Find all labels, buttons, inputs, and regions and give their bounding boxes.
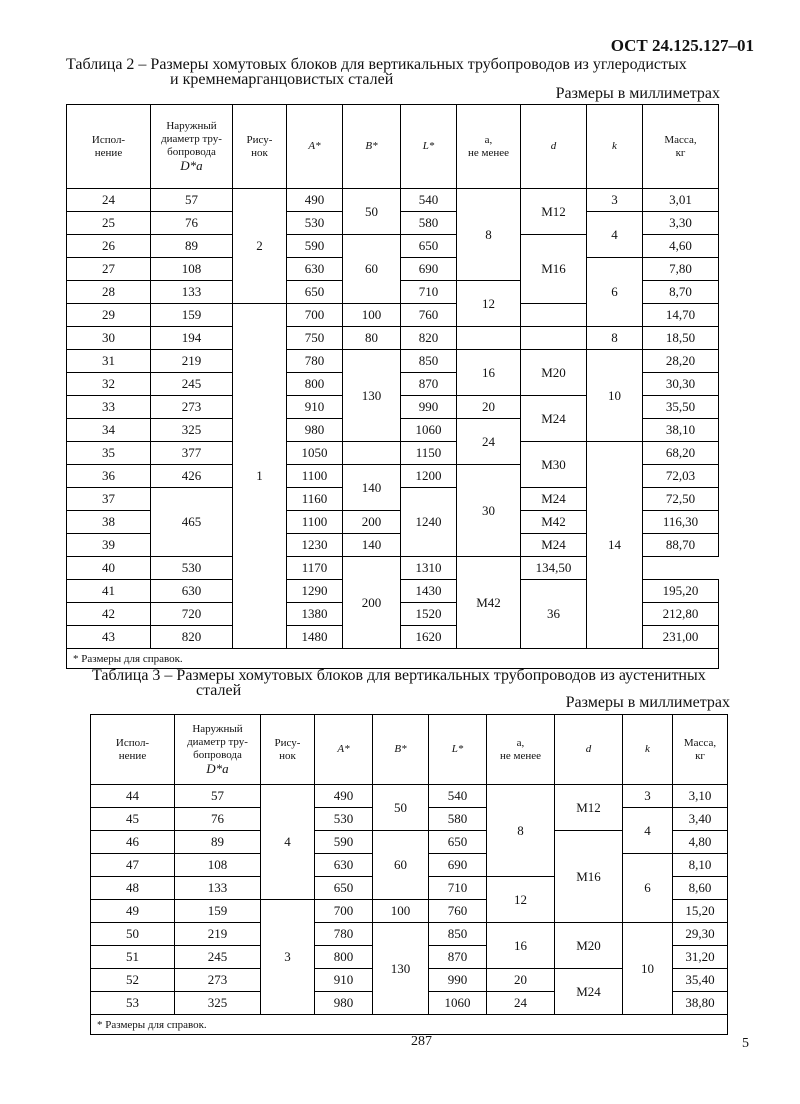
cell: 219 [151, 350, 233, 373]
table3-header-row [91, 715, 728, 785]
table3-units: Размеры в миллиметрах [565, 694, 730, 711]
header-diameter: Наружный диаметр тру- бопровода D*a [151, 105, 233, 189]
cell: 20 [457, 396, 521, 419]
header-k: k [623, 715, 673, 785]
cell: 51 [91, 946, 175, 969]
cell: 195,20 [643, 580, 719, 603]
cell: 133 [175, 877, 261, 900]
cell: 68,20 [643, 442, 719, 465]
cell: 29,30 [673, 923, 728, 946]
cell: 34 [67, 419, 151, 442]
cell: 780 [287, 350, 343, 373]
cell: 108 [175, 854, 261, 877]
cell: 690 [429, 854, 487, 877]
cell: 1 [233, 304, 287, 649]
header-a: a, не менее [487, 715, 555, 785]
cell: 850 [401, 350, 457, 373]
cell: 3 [587, 189, 643, 212]
header-k: k [587, 105, 643, 189]
cell: 245 [175, 946, 261, 969]
cell: 630 [151, 580, 233, 603]
cell: М16 [555, 831, 623, 923]
cell: 245 [151, 373, 233, 396]
table-row [91, 923, 728, 946]
cell: 8 [457, 189, 521, 281]
header-ispolnenie: Испол- нение [91, 715, 175, 785]
cell: 760 [429, 900, 487, 923]
cell: 42 [67, 603, 151, 626]
cell: 36 [521, 580, 587, 649]
cell: М24 [555, 969, 623, 1015]
page-number: 287 [411, 1034, 432, 1049]
cell: 870 [429, 946, 487, 969]
cell: 194 [151, 327, 233, 350]
cell: 8,70 [643, 281, 719, 304]
cell: 38 [67, 511, 151, 534]
cell: 1480 [287, 626, 343, 649]
cell: 490 [315, 785, 373, 808]
cell: 820 [151, 626, 233, 649]
cell: 80 [343, 327, 401, 350]
cell: 990 [401, 396, 457, 419]
cell: 43 [67, 626, 151, 649]
cell: 159 [151, 304, 233, 327]
cell: 465 [151, 488, 233, 557]
header-L: L* [429, 715, 487, 785]
cell: 710 [401, 281, 457, 304]
cell: 200 [343, 557, 401, 649]
cell: 1430 [401, 580, 457, 603]
header-diameter: Наружный диаметр тру- бопровода D*a [175, 715, 261, 785]
cell: 1310 [401, 557, 457, 580]
cell: 3,30 [643, 212, 719, 235]
header-B: B* [343, 105, 401, 189]
cell: 130 [373, 923, 429, 1015]
cell: 133 [151, 281, 233, 304]
cell: 10 [587, 350, 643, 442]
cell: 6 [623, 854, 673, 923]
cell: 8 [587, 327, 643, 350]
cell: 800 [287, 373, 343, 396]
cell: 24 [67, 189, 151, 212]
cell: 28 [67, 281, 151, 304]
cell: М42 [457, 557, 521, 649]
cell: 49 [91, 900, 175, 923]
cell: 710 [429, 877, 487, 900]
cell: 18,50 [643, 327, 719, 350]
cell: 700 [287, 304, 343, 327]
cell: 24 [487, 992, 555, 1015]
cell: 377 [151, 442, 233, 465]
cell: 273 [175, 969, 261, 992]
cell: 108 [151, 258, 233, 281]
cell: 6 [587, 258, 643, 327]
cell: 35,50 [643, 396, 719, 419]
cell: 76 [151, 212, 233, 235]
cell: 200 [343, 511, 401, 534]
cell: 40 [67, 557, 151, 580]
table3-caption-line1: Таблица 3 – Размеры хомутовых блоков для вертикальных трубопроводов из аустенитных [92, 667, 706, 684]
cell: 580 [429, 808, 487, 831]
cell: 1290 [287, 580, 343, 603]
table2-header-row [67, 105, 719, 189]
cell: 36 [67, 465, 151, 488]
cell: 134,50 [521, 557, 587, 580]
cell [343, 442, 401, 465]
cell: 60 [343, 235, 401, 304]
cell: 29 [67, 304, 151, 327]
cell: 140 [343, 465, 401, 511]
sheet-number: 5 [742, 1036, 749, 1051]
header-mass: Масса, кг [643, 105, 719, 189]
cell: 590 [287, 235, 343, 258]
cell: 1100 [287, 465, 343, 488]
table-row [91, 785, 728, 808]
cell: 44 [91, 785, 175, 808]
cell: 30 [457, 465, 521, 557]
cell: 72,50 [643, 488, 719, 511]
cell: 16 [487, 923, 555, 969]
table2-caption-line2: и кремнемарганцовистых сталей [170, 71, 394, 88]
cell: 14 [587, 442, 643, 649]
table3 [90, 714, 728, 1035]
cell [521, 304, 587, 327]
cell: 1200 [401, 465, 457, 488]
cell: 325 [151, 419, 233, 442]
cell: 37 [67, 488, 151, 511]
cell: 580 [401, 212, 457, 235]
cell: 3 [261, 900, 315, 1015]
cell: 1380 [287, 603, 343, 626]
cell: 39 [67, 534, 151, 557]
cell: 650 [401, 235, 457, 258]
cell: 50 [373, 785, 429, 831]
cell: М16 [521, 235, 587, 304]
cell: 590 [315, 831, 373, 854]
cell: 35 [67, 442, 151, 465]
cell: 4,80 [673, 831, 728, 854]
cell: 530 [151, 557, 233, 580]
cell: 1160 [287, 488, 343, 511]
header-A: A* [287, 105, 343, 189]
cell: 820 [401, 327, 457, 350]
cell: 530 [287, 212, 343, 235]
cell: 1240 [401, 488, 457, 557]
cell: М30 [521, 442, 587, 488]
cell: 3,10 [673, 785, 728, 808]
header-risunok: Рису- нок [233, 105, 287, 189]
table-row [67, 350, 719, 373]
table3-caption-line2: сталей [196, 682, 242, 699]
cell: 31 [67, 350, 151, 373]
cell: 140 [343, 534, 401, 557]
cell: 57 [151, 189, 233, 212]
cell: 910 [315, 969, 373, 992]
cell: 650 [315, 877, 373, 900]
header-risunok: Рису- нок [261, 715, 315, 785]
header-A: A* [315, 715, 373, 785]
cell: 1100 [287, 511, 343, 534]
cell: 720 [151, 603, 233, 626]
cell: М20 [555, 923, 623, 969]
cell: 700 [315, 900, 373, 923]
cell: М24 [521, 396, 587, 442]
header-diameter-symbol: D*a [206, 760, 229, 776]
cell: 7,80 [643, 258, 719, 281]
cell: 1150 [401, 442, 457, 465]
cell: 46 [91, 831, 175, 854]
table2-caption [66, 57, 730, 87]
cell: 50 [343, 189, 401, 235]
cell: 33 [67, 396, 151, 419]
cell: 4 [261, 785, 315, 900]
cell: 57 [175, 785, 261, 808]
cell: 980 [287, 419, 343, 442]
cell: 760 [401, 304, 457, 327]
cell: 750 [287, 327, 343, 350]
cell: 980 [315, 992, 373, 1015]
cell: 910 [287, 396, 343, 419]
cell: 219 [175, 923, 261, 946]
cell [457, 327, 521, 350]
cell: 231,00 [643, 626, 719, 649]
table-row [67, 327, 719, 350]
cell: 870 [401, 373, 457, 396]
table-row [67, 189, 719, 212]
table2-caption-line1: Таблица 2 – Размеры хомутовых блоков для вертикальных трубопроводов из углеродистых [66, 56, 687, 73]
cell: 1060 [401, 419, 457, 442]
cell: М24 [521, 488, 587, 511]
header-B: B* [373, 715, 429, 785]
cell: 540 [401, 189, 457, 212]
cell: 3 [623, 785, 673, 808]
cell: М42 [521, 511, 587, 534]
cell: 426 [151, 465, 233, 488]
cell: 60 [373, 831, 429, 900]
cell: 540 [429, 785, 487, 808]
cell: 47 [91, 854, 175, 877]
table3-footnote-row [91, 1015, 728, 1035]
header-diameter-symbol: D*a [180, 157, 203, 173]
header-ispolnenie: Испол- нение [67, 105, 151, 189]
cell: 630 [315, 854, 373, 877]
cell: 16 [457, 350, 521, 396]
cell: 76 [175, 808, 261, 831]
cell: 1230 [287, 534, 343, 557]
cell: 3,01 [643, 189, 719, 212]
cell: 159 [175, 900, 261, 923]
cell: 31,20 [673, 946, 728, 969]
cell: 26 [67, 235, 151, 258]
header-mass: Масса, кг [673, 715, 728, 785]
header-d: d [555, 715, 623, 785]
table2-footnote: * Размеры для справок. [67, 649, 719, 669]
cell: М12 [555, 785, 623, 831]
cell: 30,30 [643, 373, 719, 396]
cell: 24 [457, 419, 521, 465]
cell: 45 [91, 808, 175, 831]
cell: М24 [521, 534, 587, 557]
cell: 12 [487, 877, 555, 923]
cell: 850 [429, 923, 487, 946]
cell: 53 [91, 992, 175, 1015]
table2-footnote-row [67, 649, 719, 669]
cell: 72,03 [643, 465, 719, 488]
cell: 89 [175, 831, 261, 854]
cell: 2 [233, 189, 287, 304]
cell: 52 [91, 969, 175, 992]
cell: 8 [487, 785, 555, 877]
cell: 273 [151, 396, 233, 419]
cell: 650 [287, 281, 343, 304]
cell: 41 [67, 580, 151, 603]
header-d: d [521, 105, 587, 189]
cell: 38,80 [673, 992, 728, 1015]
cell: 10 [623, 923, 673, 1015]
cell: 28,20 [643, 350, 719, 373]
cell: 8,10 [673, 854, 728, 877]
header-L: L* [401, 105, 457, 189]
cell: 490 [287, 189, 343, 212]
cell: 4,60 [643, 235, 719, 258]
cell: 130 [343, 350, 401, 442]
cell: 100 [343, 304, 401, 327]
cell: 212,80 [643, 603, 719, 626]
cell: 35,40 [673, 969, 728, 992]
cell: 89 [151, 235, 233, 258]
cell: 8,60 [673, 877, 728, 900]
cell: 116,30 [643, 511, 719, 534]
header-a: a, не менее [457, 105, 521, 189]
cell: 14,70 [643, 304, 719, 327]
table3-footnote: * Размеры для справок. [91, 1015, 728, 1035]
cell: 325 [175, 992, 261, 1015]
cell: 1520 [401, 603, 457, 626]
cell: 3,40 [673, 808, 728, 831]
cell: 4 [623, 808, 673, 854]
cell: 20 [487, 969, 555, 992]
cell: 780 [315, 923, 373, 946]
cell: 88,70 [643, 534, 719, 557]
cell: 30 [67, 327, 151, 350]
cell: 48 [91, 877, 175, 900]
cell: 4 [587, 212, 643, 258]
cell: 1170 [287, 557, 343, 580]
cell: 1050 [287, 442, 343, 465]
cell: 32 [67, 373, 151, 396]
cell: 38,10 [643, 419, 719, 442]
cell: 27 [67, 258, 151, 281]
cell: М20 [521, 350, 587, 396]
table2-units: Размеры в миллиметрах [555, 85, 720, 102]
cell: М12 [521, 189, 587, 235]
cell: 1060 [429, 992, 487, 1015]
cell: 1620 [401, 626, 457, 649]
cell: 12 [457, 281, 521, 327]
cell: 100 [373, 900, 429, 923]
cell: 650 [429, 831, 487, 854]
cell: 800 [315, 946, 373, 969]
cell: 25 [67, 212, 151, 235]
table2 [66, 104, 719, 669]
table-row [67, 442, 719, 465]
cell: 50 [91, 923, 175, 946]
cell: 15,20 [673, 900, 728, 923]
cell: 690 [401, 258, 457, 281]
cell: 530 [315, 808, 373, 831]
document-code: ОСТ 24.125.127–01 [610, 36, 754, 55]
cell: 630 [287, 258, 343, 281]
cell: 990 [429, 969, 487, 992]
cell [521, 327, 587, 350]
